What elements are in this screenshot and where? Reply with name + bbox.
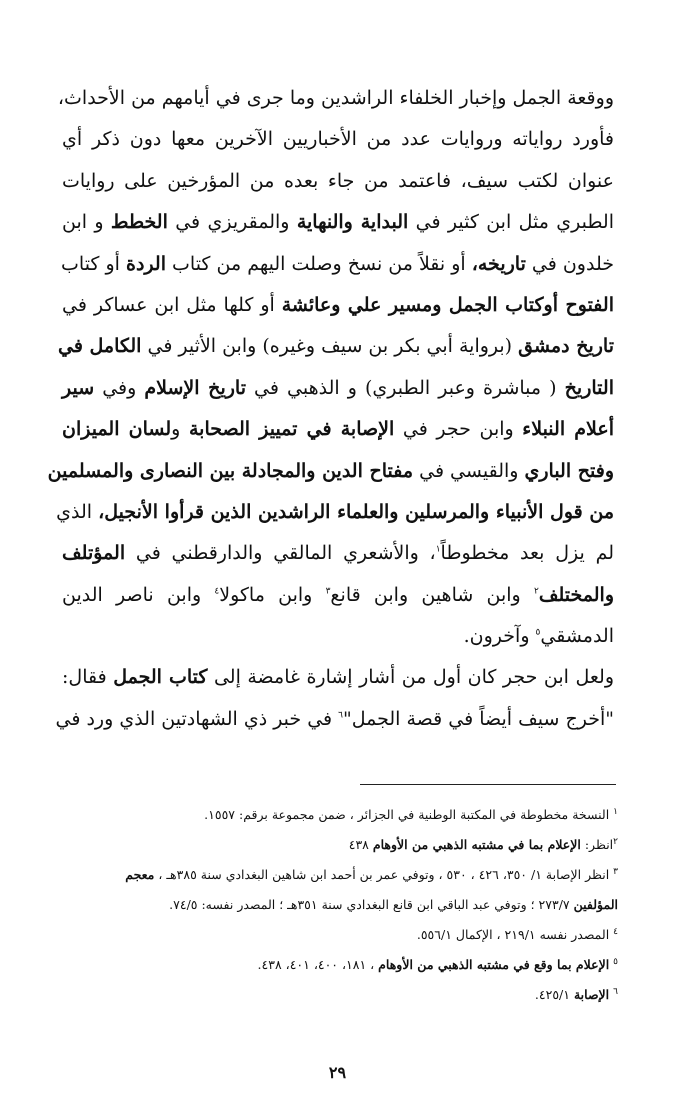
text-segment: الإصابة في تمييز الصحابة — [188, 418, 395, 441]
footnote-text: ، ١٨١، ٤٠٠، ٤٠١، ٤٣٨. — [257, 957, 379, 972]
text-segment: و — [171, 418, 189, 441]
text-segment: لسان الميزان — [62, 418, 172, 441]
text-segment: كتاب الجمل — [113, 666, 208, 689]
text-segment: فقال: — [62, 666, 114, 689]
footnote-text: المصدر نفسه ٢١٩/١ ، الإكمال ٥٥٦/١. — [416, 927, 614, 942]
text-segment: وفي — [94, 376, 145, 399]
text-segment: تاريخه، — [471, 252, 526, 275]
footnotes-section — [62, 800, 618, 1010]
footnote-text: الإعلام بما في مشتبه الذهبي من الأوهام — [372, 837, 581, 852]
text-segment: الكامل في — [57, 335, 142, 358]
footnote-text: الإصابة — [573, 987, 610, 1002]
footnote-text: النسخة مخطوطة في المكتبة الوطنية في الجزائر ، ضمن مجموعة برقم: ١٥٥٧. — [204, 807, 614, 822]
text-segment: لم يزل بعد مخطوطاً — [440, 542, 614, 565]
text-segment: فأورد رواياته وروايات عدد من الأخباريين الآخرين معها دون ذكر أي — [62, 128, 614, 151]
text-segment: تاريخ دمشق — [518, 335, 614, 358]
text-line — [62, 119, 614, 160]
text-segment: أعلام النبلاء — [522, 418, 615, 441]
text-line — [62, 285, 614, 326]
main-body-text — [47, 78, 615, 740]
footnote-line — [62, 950, 618, 980]
text-line — [57, 326, 614, 367]
text-segment: البداية والنهاية — [296, 211, 409, 234]
text-segment: الدمشقي — [540, 625, 614, 648]
text-segment: الذي — [56, 500, 99, 523]
text-line — [62, 161, 614, 202]
text-line — [62, 533, 614, 574]
text-segment: أو كلها مثل ابن عساكر في — [62, 293, 282, 316]
text-segment: مفتاح الدين والمجادلة بين النصارى والمسلمين — [47, 459, 414, 482]
text-segment: المؤتلف — [62, 542, 126, 565]
footnote-marker: ٣ — [325, 586, 331, 597]
text-line — [62, 368, 614, 409]
footnote-number: ٣ — [613, 866, 618, 877]
text-segment: ووقعة الجمل وإخبار الخلفاء الراشدين وما جرى في أيامهم من الأحداث، — [57, 87, 614, 109]
text-segment: أو نقلاً من نسخ وصلت اليهم من كتاب — [165, 252, 472, 275]
text-segment: الفتوح أوكتاب الجمل ومسير علي وعائشة — [281, 293, 614, 316]
text-segment: والقيسي في — [413, 459, 525, 482]
footnote-separator — [360, 784, 616, 785]
text-line — [62, 616, 614, 657]
footnote-line — [62, 800, 618, 830]
text-segment: و ابن — [62, 211, 111, 234]
text-segment: والمختلف — [538, 583, 614, 606]
footnote-text: ٤٢٥/١. — [534, 987, 574, 1002]
footnote-marker: ٤ — [214, 586, 220, 597]
text-segment: (برواية أبي بكر بن سيف وغيره) وابن الأثير في — [141, 335, 519, 358]
text-segment: والمقريزي في — [167, 211, 297, 234]
footnote-text: الإعلام بما وقع في مشتبه الذهبي من الأوهام — [378, 957, 610, 972]
text-line — [55, 699, 614, 740]
footnote-number: ٦ — [613, 986, 618, 997]
footnote-number: ٤ — [613, 926, 618, 937]
text-segment: خلدون في — [525, 252, 614, 275]
footnote-marker: ٦ — [338, 710, 344, 721]
text-segment: ولعل ابن حجر كان أول من أشار إشارة غامضة إلى — [207, 666, 614, 689]
footnote-text: ٤٣٨ — [348, 837, 373, 852]
text-segment: وابن حجر في — [394, 418, 523, 441]
text-segment: "أخرج سيف أيضاً في قصة الجمل" — [343, 707, 614, 730]
footnote-marker: ٥ — [535, 627, 541, 638]
text-line — [62, 244, 614, 285]
text-line — [62, 202, 614, 243]
footnote-number: ١ — [613, 806, 618, 817]
footnote-number: ٢ — [613, 836, 618, 847]
text-segment: وابن شاهين وابن قانع — [330, 583, 534, 606]
text-segment: الخطط — [110, 211, 168, 234]
text-line — [62, 575, 614, 616]
text-line — [62, 657, 614, 698]
text-segment: الردة — [126, 252, 166, 275]
page-number: ٢٩ — [328, 1063, 347, 1082]
text-line — [62, 409, 614, 450]
text-segment: ( مباشرة وعبر الطبري) و الذهبي في — [245, 376, 565, 399]
text-segment: سير — [62, 376, 95, 399]
footnote-line — [62, 980, 618, 1010]
footnote-text: معجم — [125, 867, 155, 882]
footnote-text: انظر الإصابة ١/ ٣٥٠، ٤٢٦ ، ٥٣٠ ، وتوفي عمر بن أحمد ابن شاهين البغدادي سنة ٣٨٥هـ ، — [154, 867, 614, 882]
text-line — [56, 492, 614, 533]
text-segment: أو كتاب — [61, 252, 127, 275]
text-line — [57, 78, 614, 119]
footnote-line — [62, 920, 618, 950]
text-segment: وابن ماكولا — [219, 583, 326, 606]
footnote-line — [62, 860, 618, 890]
text-segment: وآخرون. — [463, 625, 536, 648]
footnote-line — [62, 830, 618, 860]
text-segment: من قول الأنبياء والمرسلين والعلماء الراشدين الذين قرأوا الأنجيل، — [98, 500, 614, 523]
footnote-marker: ١ — [435, 544, 441, 555]
text-segment: التاريخ — [564, 376, 614, 399]
footnote-marker: ٢ — [533, 586, 539, 597]
footnote-number: ٥ — [613, 956, 618, 967]
footnote-text: انظر: — [580, 837, 614, 852]
text-segment: ، والأشعري المالقي والدارقطني في — [125, 542, 436, 565]
text-segment: تاريخ الإسلام — [144, 376, 246, 399]
footnote-text: ٢٧٣/٧ ؛ وتوفي عبد الباقي ابن قانع البغدادي سنة ٣٥١هـ ؛ المصدر نفسه: ٧٤/٥. — [169, 897, 574, 912]
text-segment: الطبري مثل ابن كثير في — [408, 211, 614, 234]
footnote-text: المؤلفين — [573, 897, 618, 912]
text-segment: عنوان لكتب سيف، فاعتمد من جاء بعده من المؤرخين على روايات — [62, 169, 614, 192]
text-segment: في خبر ذي الشهادتين الذي ورد في — [55, 707, 339, 730]
text-line — [47, 451, 614, 492]
text-segment: وابن ناصر الدين — [62, 583, 215, 606]
text-segment: وفتح الباري — [524, 459, 614, 482]
footnote-line — [62, 890, 618, 920]
